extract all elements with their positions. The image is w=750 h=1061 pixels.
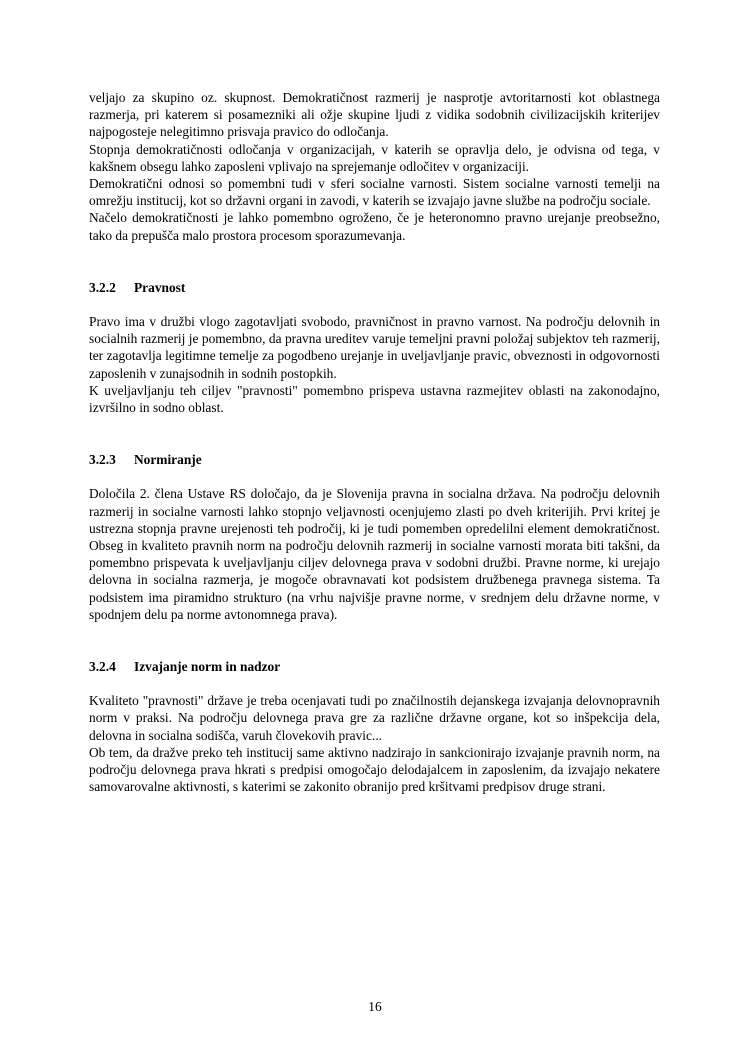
intro-paragraph-2: Stopnja demokratičnosti odločanja v organizacijah, v katerih se opravlja delo, je odvisna od tega, v kakšnem obsegu lahko zaposleni vplivajo na sprejemanje odločitev v organizaciji. — [89, 141, 660, 174]
page-number: 16 — [368, 999, 382, 1014]
section-izvajanje-norm — [89, 658, 660, 795]
section-number: 3.2.3 — [89, 452, 116, 468]
section-heading — [89, 658, 660, 675]
section-number: 3.2.4 — [89, 659, 116, 675]
intro-paragraph-4: Načelo demokratičnosti je lahko pomembno ogroženo, če je heteronomno pravno urejanje preobsežno, tako da prepušča malo prostora procesom sporazumevanja. — [89, 210, 660, 243]
section-number: 3.2.2 — [89, 279, 116, 295]
page-content — [89, 89, 660, 796]
section-title: Normiranje — [134, 452, 202, 468]
section-normiranje — [89, 451, 660, 623]
section-paragraph: Ob tem, da dražve preko teh institucij same aktivno nadzirajo in sankcionirajo izvajanje pravnih norm, na področju delovnega prava hkrati s predpisi omogočajo delodajalcem in zaposlenim, da izvajajo nekatere samovarovalne aktivnosti, s katerimi se zakonito obranijo pred kršitvami predpisov druge strani. — [89, 744, 660, 795]
section-paragraph: Kvaliteto "pravnosti" države je treba ocenjavati tudi po značilnostih dejanskega izvajanja delovnopravnih norm v praksi. Na področju delovnega prava gre za različne državne organe, kot so inšpekcija dela, delovna in socialna sodišča, varuh človekovih pravic... — [89, 693, 660, 743]
section-pravnost — [89, 279, 660, 416]
section-title: Pravnost — [134, 279, 186, 295]
section-paragraph: Pravo ima v družbi vlogo zagotavljati svobodo, pravničnost in pravno varnost. Na področju delovnih in socialnih razmerij je pomembno, da pravna ureditev varuje temeljni pravni položaj subjektov teh razmerij, ter zagotavlja legitimne temelje za pogodbeno urejanje in uveljavljanje pravic, obveznosti in odgovornosti zaposlenih v zunajsodnih in sodnih postopkih. — [89, 314, 660, 381]
section-title: Izvajanje norm in nadzor — [134, 659, 281, 675]
intro-paragraph-1: veljajo za skupino oz. skupnost. Demokratičnost razmerij je nasprotje avtoritarnosti kot oblastnega razmerja, pri katerem si posamezniki ali ožje skupine ljudi z vidika sodobnih civilizacijskih kriterijev najpogosteje nelegitimno prisvaja pravico do odločanja. — [89, 90, 660, 140]
section-paragraph: K uveljavljanju teh ciljev "pravnosti" pomembno prispeva ustavna razmejitev oblasti na zakonodajno, izvršilno in sodno oblast. — [89, 382, 660, 416]
intro-block — [89, 89, 660, 244]
section-heading — [89, 279, 660, 296]
section-heading — [89, 451, 660, 468]
intro-paragraph-3: Demokratični odnosi so pomembni tudi v sferi socialne varnosti. Sistem socialne varnosti temelji na omrežju institucij, kot so državni organi in zavodi, v katerih se izvajajo javne službe na področju sociale. — [89, 176, 660, 209]
section-paragraph: Določila 2. člena Ustave RS določajo, da je Slovenija pravna in socialna država. Na področju delovnih razmerij in socialne varnosti lahko stopnjo veljavnosti ocenjujemo zlasti po dveh kriterijih. Prvi kritej je ustrezna stopnja pravne urejenosti teh področij, ki je tudi pomemben opredelilni element demokratičnost. Obseg in kvaliteto pravnih norm na področju delovnih razmerij in socialne varnosti morata biti takšni, da pomembno prispevata k uveljavljanju ciljev delovnega prava v sodobni družbi. Pravne norme, ki urejajo delovna in socialna razmerja, je mogoče obravnavati kot podsistem družbenega pravnega sistema. Ta podsistem ima piramidno strukturo (na vrhu najvišje pravne norme, v srednjem delu državne norme, v spodnjem delu pa norme avtonomnega prava). — [89, 486, 660, 622]
